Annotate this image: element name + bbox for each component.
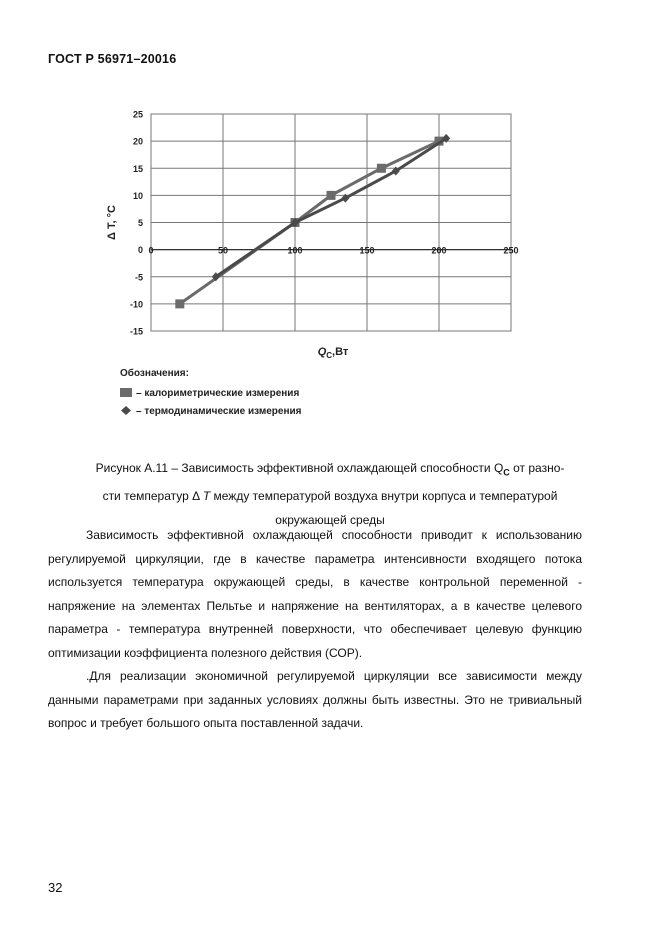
x-tick-label: 50	[217, 245, 229, 256]
y-tick-label: 25	[132, 109, 143, 120]
paragraph-1: Зависимость эффективной охлаждающей способности приводит к использованию регулируемой циркуляции, где в качестве параметра интенсивности входящего потока используется температура окружающей среды, в качестве контрольной переменной - напряжение на элементах Пельтье и напряжение на вентиляторах, а в качестве целевого параметра - температура внутренней поверхности, что обеспечивает целевую функцию оптимизации коэффициента полезного действия (СОР).	[48, 528, 582, 660]
data-point-square	[327, 191, 336, 200]
legend-marker-diamond	[121, 406, 131, 415]
legend-marker-square	[120, 388, 132, 397]
y-tick-label: 20	[132, 136, 143, 147]
y-axis-label: Δ T, °C	[106, 205, 118, 240]
y-tick-label: 10	[132, 190, 143, 201]
legend-label: – термодинамические измерения	[136, 406, 302, 417]
x-tick-label: 0	[148, 245, 154, 256]
page-number: 32	[48, 880, 63, 895]
x-tick-label: 250	[503, 245, 519, 256]
y-tick-label: -15	[129, 326, 143, 337]
x-axis-label: $Q_C,Вт$	[317, 346, 349, 360]
y-tick-label: -10	[129, 299, 143, 310]
legend-title: Обозначения:	[120, 368, 189, 379]
body-text	[48, 524, 582, 736]
x-tick-label: 150	[359, 245, 375, 256]
y-tick-label: 15	[132, 163, 143, 174]
caption-line-3: окружающей среды	[275, 513, 385, 528]
y-tick-label: 0	[137, 245, 143, 256]
caption-line-2: сти температур Δ Т между температурой воздуха внутри корпуса и температурой	[102, 489, 558, 504]
chart-series	[175, 134, 450, 308]
legend-label: – калориметрические измерения	[136, 388, 300, 399]
chart-axes	[106, 110, 519, 361]
y-tick-label: -5	[134, 272, 143, 283]
data-point-square	[175, 299, 184, 308]
caption-line-1: Рисунок А.11 – Зависимость эффективной охлаждающей способности $Q_С$ от разно-	[95, 461, 565, 478]
y-tick-label: 5	[137, 218, 143, 228]
paragraph-2: .Для реализации экономичной регулируемой циркуляции все зависимости между данными параметрами при заданных условиях должны быть известны. Это не тривиальный вопрос и требует большого опыта поставленной задачи.	[48, 669, 582, 730]
figure-caption	[40, 456, 620, 532]
data-point-square	[377, 164, 386, 173]
chart-legend	[120, 367, 302, 417]
x-tick-label: 200	[431, 245, 447, 256]
chart	[100, 104, 540, 434]
series-line-2	[216, 138, 446, 276]
x-tick-label: 100	[287, 245, 303, 256]
chart-grid	[151, 114, 511, 331]
document-header: ГОСТ Р 56971–20016	[48, 52, 177, 66]
